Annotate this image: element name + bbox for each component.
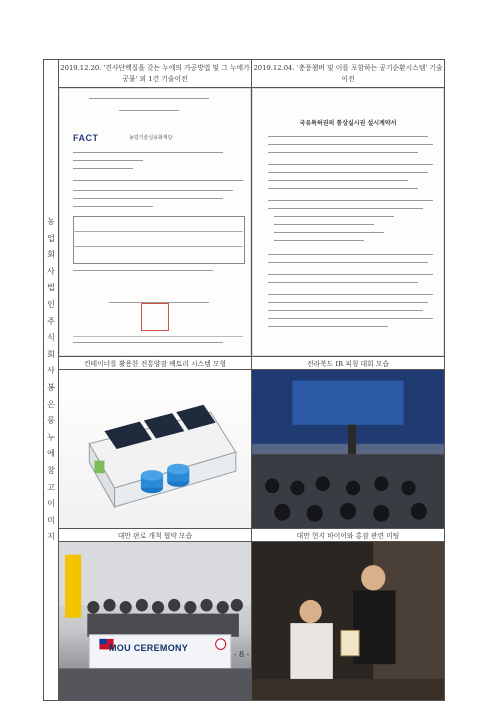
tech-transfer-document-scan-1 <box>59 88 251 356</box>
buyer-meeting-illustration <box>252 542 444 700</box>
container-farm-model-photo <box>59 370 251 528</box>
photo-caption-4: 대만 현지 바이어와 홍잠 관련 미팅 <box>252 529 445 542</box>
document-issuer-org: 농업기술실용화재단 <box>129 135 173 141</box>
side-label: 농업회사법인주식회사봉은풍누에참고이미지 <box>47 217 55 542</box>
photo-cell-2 <box>252 370 445 529</box>
container-model-illustration <box>59 370 251 528</box>
photo-cell-1 <box>59 370 252 529</box>
photo-cell-4 <box>252 542 445 701</box>
buyer-meeting-photo <box>252 542 444 700</box>
tech-transfer-document-cell-2 <box>252 88 445 357</box>
pitching-stage-illustration <box>252 370 444 528</box>
ir-pitching-photo <box>252 370 444 528</box>
photo-caption-2: 전라북도 IR 피칭 대회 모습 <box>252 357 445 370</box>
fact-logo: FACT <box>73 133 99 143</box>
mou-group-illustration <box>59 542 251 700</box>
tech-transfer-document-scan-2 <box>252 88 444 356</box>
contract-title: 국유특허권의 통상실시권 설시계약서 <box>299 120 397 127</box>
page-number: - 8 - <box>233 650 250 659</box>
tech-transfer-document-cell-1 <box>59 88 252 357</box>
tech-transfer-heading-2: 2019.12.04. '충풍챔버 및 이를 포함하는 공기순환시스템' 기술이전 <box>252 60 445 88</box>
tech-transfer-heading-1: 2019.12.20. '견사단백질을 갖는 누에의 가공방법 및 그 누에가공물' 외 1건 기술이전 <box>59 60 252 88</box>
official-seal <box>141 303 169 331</box>
photo-caption-1: 컨테이너를 활용한 전통양잠 팩토리 시스템 모형 <box>59 357 252 370</box>
taiwan-mou-photo <box>59 542 251 700</box>
mou-banner-text: MOU CEREMONY <box>109 643 189 653</box>
photo-cell-3 <box>59 542 252 701</box>
side-label-cell <box>44 60 59 701</box>
photo-caption-3: 대만 판로 개척 협약 모습 <box>59 529 252 542</box>
reference-image-table <box>43 59 445 701</box>
